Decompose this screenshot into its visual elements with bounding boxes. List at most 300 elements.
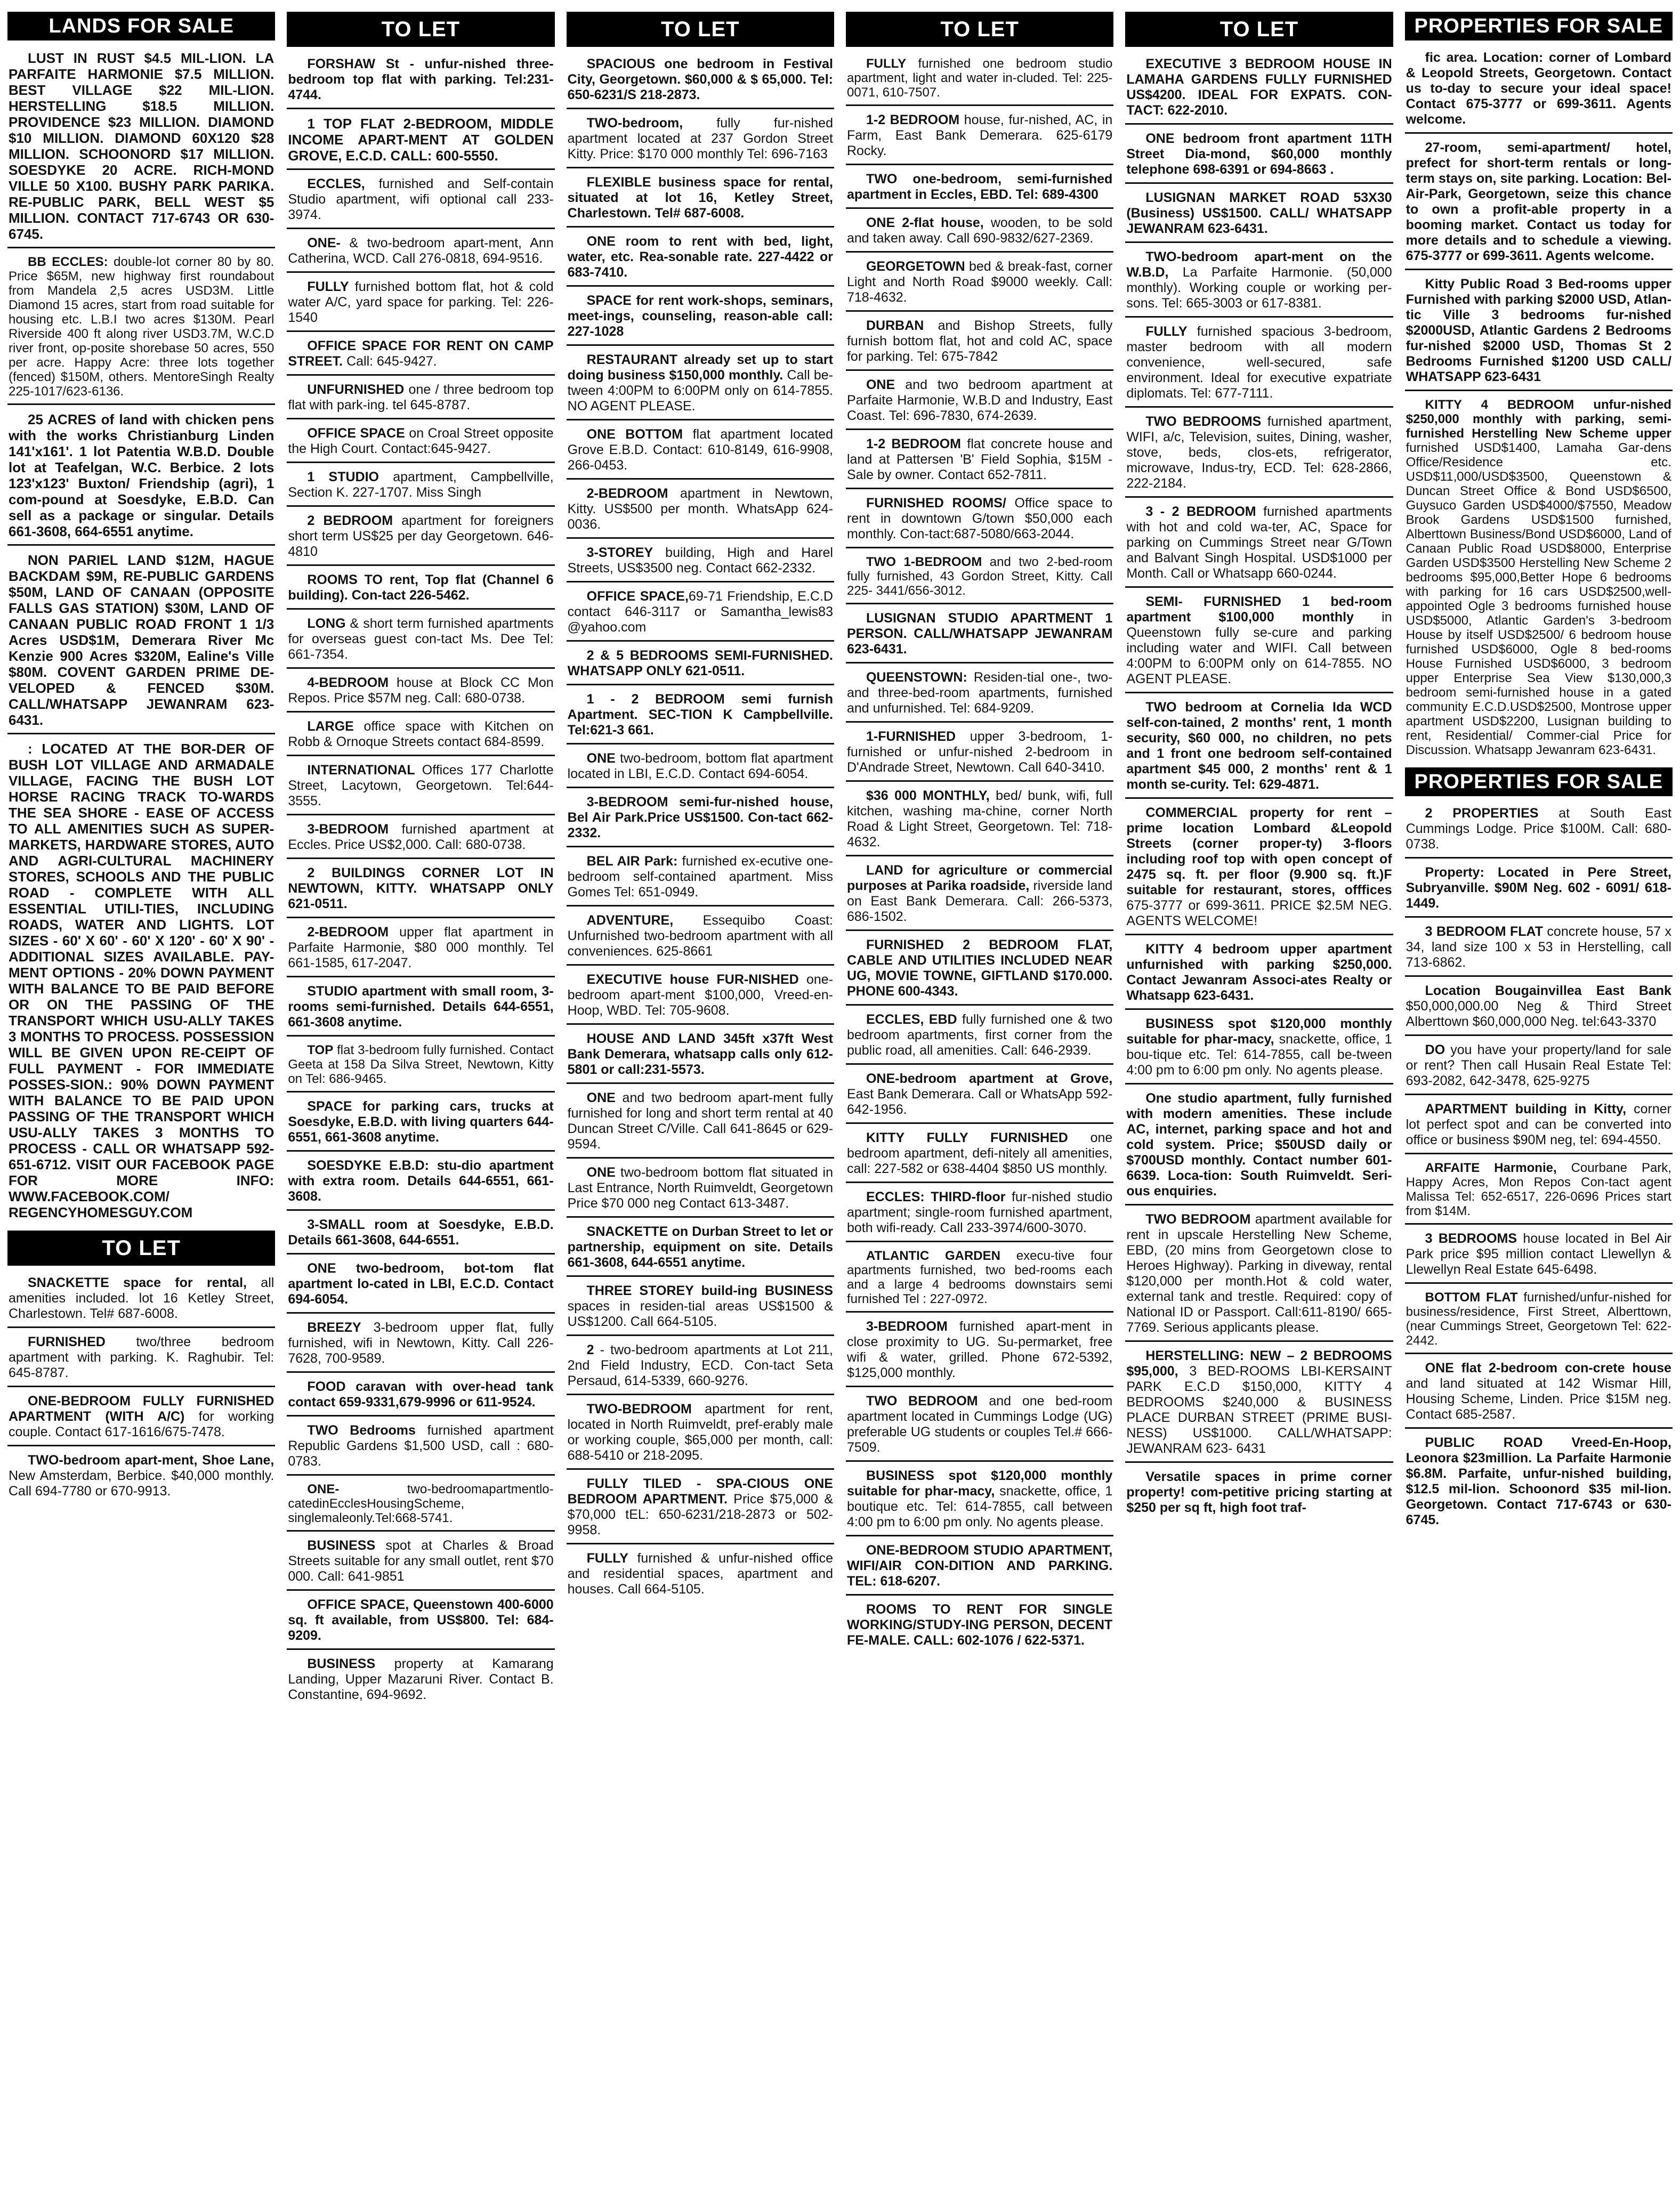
classified-ad (567, 791, 834, 847)
ad-lead-text: ONE-bedroom apartment at Grove, (866, 1071, 1113, 1086)
ad-body-text: wooden, to be sold and taken away. Call 690-9832/627-2369. (846, 215, 1113, 246)
classifieds-columns (7, 12, 1673, 2197)
classified-ad (846, 860, 1113, 931)
classified-ad (567, 1339, 834, 1395)
ad-lead-text: 2 BUILDINGS CORNER LOT IN NEWTOWN, KITTY. WHATSAPP ONLY 621-0511. (288, 865, 554, 911)
classified-ad (1125, 501, 1393, 588)
classified-ad (567, 542, 834, 582)
ad-lead-text: BREEZY (307, 1320, 361, 1335)
ad-lead-text: 1 - 2 BEDROOM semi furnish Apartment. SEC-TION K Campbellville. Tel:621-3 661. (567, 692, 833, 738)
ad-lead-text: DO (1425, 1042, 1445, 1057)
ad-lead-text: FURNISHED ROOMS/ (866, 496, 1006, 511)
ad-body-text: Price $75,000 & $70,000 tEL: 650-6231/218-2873 or 502-9958. (567, 1492, 833, 1538)
classified-ad (846, 1540, 1113, 1596)
classified-ad (1125, 1013, 1393, 1085)
ad-body-text: upper 3-bedroom, 1-furnished or unfur-nished 2-bedroom in D'Andrade Street, Newtown. Call 640-3410. (846, 729, 1113, 775)
classified-ad (846, 492, 1113, 548)
ad-body-text: at South East Cummings Lodge. Price $100M. Call: 680-0738. (1406, 806, 1671, 852)
ad-body-text: & short term furnished apartments for overseas guest con-tact Ms. Dee Tel: 661-7354. (288, 616, 554, 662)
classified-ad (1125, 128, 1393, 184)
ad-lead-text: ONE (586, 751, 616, 766)
ad-lead-text: ONE (866, 377, 895, 392)
ad-lead-text: PUBLIC ROAD Vreed-En-Hoop, Leonora $23million. La Parfaite Harmonie $6.8M. Parfaite, unfur-nished building, $12.5 mil-lion. Schoonord $35 mil-lion. Georgetown. Contact 717-6743 or 630-6745. (1406, 1435, 1671, 1527)
ad-lead-text: TWO bedroom at Cornelia Ida WCD self-con-tained, 2 months' rent, 1 month security, $60 000, no children, no pets and 1 front one bedroom self-contained apartment $45 000, 2 months' rent & 1 month se-curity. Tel: 629-4871. (1126, 700, 1392, 792)
ad-lead-text: 3-BEDROOM (307, 822, 389, 837)
ad-lead-text: TWO BEDROOM (866, 1394, 978, 1409)
classified-ad (287, 1535, 554, 1591)
ad-body-text: furnished & unfur-nished office and residential spaces, apartment and houses. Call 664-5105. (567, 1551, 833, 1597)
ad-lead-text: OFFICE SPACE FOR RENT ON CAMP STREET. (288, 338, 554, 369)
classified-ad (1405, 137, 1673, 270)
classified-ad (1405, 1432, 1673, 1533)
ad-lead-text: SEMI- FURNISHED 1 bed-room apartment $100,000 monthly (1126, 594, 1392, 625)
ad-body-text: riverside land on East Bank Demerara. Call: 266-5373, 686-1502. (846, 878, 1113, 924)
ad-lead-text: THREE STOREY build-ing BUSINESS (586, 1283, 833, 1298)
ad-lead-text: BUSINESS (307, 1656, 376, 1671)
section-heading-to-let: TO LET (846, 12, 1113, 47)
ad-body-text: one / three bedroom top flat with park-ing. tel 645-8787. (288, 382, 554, 412)
classified-ad (287, 981, 554, 1037)
ad-lead-text: 3-BEDROOM (866, 1319, 948, 1334)
ad-body-text: for working couple. Contact 617-1616/675-7478. (9, 1409, 274, 1439)
classified-ad (287, 862, 554, 918)
ad-lead-text: TWO-BEDROOM (586, 1402, 692, 1417)
column-2 (287, 12, 554, 2197)
ad-body-text: flat concrete house and land at Pattersen 'B' Field Sophia, $15M - Sale by owner. Contact 652-7811. (846, 436, 1113, 482)
classified-ad (846, 785, 1113, 856)
ad-lead-text: BUSINESS spot $120,000 monthly suitable for phar-macy, (846, 1468, 1113, 1499)
ad-lead-text: BB ECCLES: (28, 255, 108, 269)
ad-body-text: flat apartment located Grove E.B.D. Contact: 610-8149, 616-9908, 266-0453. (567, 427, 833, 473)
ad-body-text: building, High and Harel Streets, US$3500 neg. Contact 662-2332. (567, 545, 833, 576)
ad-lead-text: TWO one-bedroom, semi-furnished apartment in Eccles, EBD. Tel: 689-4300 (846, 172, 1113, 202)
ad-lead-text: TWO BEDROOM (1145, 1212, 1251, 1227)
ad-lead-text: TWO-bedroom, (586, 116, 683, 131)
ad-body-text: two-bedroom, bottom flat apartment located in LBI, E.C.D. Contact 694-6054. (567, 751, 833, 781)
ad-lead-text: BUSINESS (307, 1538, 376, 1553)
ad-lead-text: TWO 1-BEDROOM (866, 555, 982, 569)
ad-lead-text: ONE-BEDROOM FULLY FURNISHED APARTMENT (WITH A/C) (9, 1394, 274, 1424)
ad-lead-text: KITTY FULLY FURNISHED (866, 1130, 1068, 1145)
classified-ad (287, 672, 554, 713)
classified-ad (287, 1040, 554, 1093)
classified-ad (7, 252, 275, 405)
ad-list (7, 47, 275, 1228)
ad-lead-text: GEORGETOWN (866, 259, 965, 274)
classified-ad (287, 1479, 554, 1532)
ad-body-text: 675-3777 or 699-3611. PRICE $2.5M NEG. AGENTS WELCOME! (1126, 898, 1392, 928)
ad-body-text: flat 3-bedroom fully furnished. Contact Geeta at 158 Da Silva Street, Newtown, Kitty on Tel: 686-9465. (288, 1043, 554, 1086)
classified-ad (7, 549, 275, 734)
ad-lead-text: INTERNATIONAL (307, 763, 415, 778)
ad-lead-text: 1-2 BEDROOM (866, 436, 961, 451)
ad-body-text: and two bedroom apartment at Parfaite Harmonie, W.B.D and Industry, East Coast. Tel: 696-7830, 674-2639. (846, 377, 1113, 423)
ad-lead-text: One studio apartment, fully furnished with modern amenities. These include AC, internet, parking space and hot and cold system. Price; $50USD daily or $700USD monthly. Contact number 601-6639. Loca-tion: South Ruimveldt. Seri-ous enquiries. (1126, 1091, 1392, 1199)
classified-ad (287, 276, 554, 332)
ad-body-text: apartment for rent, located in North Ruimveldt, pref-erably male or working couple, $65,000 per month, call: 688-5410 or 218-2095. (567, 1402, 833, 1463)
ad-body-text: Offices 177 Charlotte Street, Lacytown, Georgetown. Tel:644-3555. (288, 763, 554, 808)
classified-ad (567, 231, 834, 287)
ad-body-text: two/three bedroom apartment with parking. K. Raghubir. Tel: 645-8787. (9, 1334, 274, 1380)
ad-list (1405, 47, 1673, 765)
ad-lead-text: fic area. Location: corner of Lombard & Leopold Streets, Georgetown. Contact us to-day to secure your ideal space! Contact 675-3777 or 699-3611. Agents welcome. (1406, 50, 1671, 127)
ad-body-text: furnished apartment Republic Gardens $1,500 USD, call : 680-0783. (288, 1423, 554, 1469)
column-5 (1125, 12, 1393, 2197)
ad-body-text: and two bedroom apart-ment fully furnished for long and short term rental at 40 Duncan Street C/Ville. Call 641-8645 or 629-9594. (567, 1090, 833, 1152)
ad-lead-text: 2-BEDROOM (307, 925, 389, 940)
ad-lead-text: ONE- (307, 236, 341, 250)
classified-ad (567, 586, 834, 642)
classified-ad (846, 1465, 1113, 1536)
ad-body-text: two-bedroom bottom flat situated in Last Entrance, North Ruimveldt, Georgetown Price $70 000 neg Contact 613-3487. (567, 1165, 833, 1211)
classified-ad (287, 1317, 554, 1373)
ad-list (287, 53, 554, 1711)
ad-lead-text: $36 000 MONTHLY, (866, 788, 990, 803)
ad-lead-text: ONE 2-flat house, (866, 215, 984, 230)
ad-lead-text: 1 STUDIO (307, 470, 379, 484)
classified-ad (1125, 697, 1393, 799)
ad-lead-text: APARTMENT building in Kitty, (1425, 1102, 1627, 1116)
ad-lead-text: 3 BEDROOMS (1425, 1231, 1517, 1246)
classified-ad (1405, 273, 1673, 391)
ad-lead-text: ONE flat 2-bedroom con-crete house (1425, 1361, 1671, 1375)
classified-ad (287, 921, 554, 977)
ad-body-text: furnished ex-ecutive one-bedroom self-contained apartment. Miss Gomes Tel: 651-0949. (567, 854, 833, 900)
classified-ad (1125, 1466, 1393, 1520)
ad-lead-text: FULLY (307, 279, 349, 294)
classified-ad (567, 689, 834, 745)
ad-body-text: furnished apartment, WIFI, a/c, Television, suites, Dining, washer, stove, beds, clos-ets, refrigerator, microwave, Indus-try, ECD. Tel: 628-2866, 222-2184. (1126, 414, 1392, 491)
column-1 (7, 12, 275, 2197)
classified-ad (846, 1316, 1113, 1387)
classified-ad (1405, 980, 1673, 1036)
ad-lead-text: Property: Located in Pere Street, Subryanville. $90M Neg. 602 - 6091/ 618-1449. (1406, 865, 1671, 911)
ad-lead-text: LUST IN RUST $4.5 MIL-LION. LA PARFAITE HARMONIE $7.5 MILLION. BEST VILLAGE $22 MIL-LION. HERSTELLING $18.5 MILLION. PROVIDENCE $23 MILLION. DIAMOND $10 MILLION. DIAMOND 60X120 $28 MILLION. SCHOONORD $17 MILLION. SOESDYKE 20 ACRE. RICH-MOND VILLE 50 X100. BUSHY PARK PARIKA. RE-PUBLIC PARK, BELL WEST $5 MILLION. CONTACT 717-6743 OR 630-6745. (9, 50, 274, 242)
ad-body-text: New Amsterdam, Berbice. $40,000 monthly. Call 694-7780 or 670-9913. (9, 1468, 274, 1499)
ad-body-text: on Croal Street opposite the High Court. Contact:645-9427. (288, 426, 554, 456)
classified-ad (1405, 1228, 1673, 1284)
ad-body-text: 3-bedroom upper flat, fully furnished, wifi in Newtown, Kitty. Call 226-7628, 700-9589. (288, 1320, 554, 1366)
classified-ad (567, 969, 834, 1025)
classified-ad (287, 379, 554, 419)
section-heading-properties-for-sale: PROPERTIES FOR SALE (1405, 12, 1673, 41)
ad-body-text: snackette, office, 1 bou-tique etc. Tel: 614-7855, call be-tween 4:00 pm to 6:00 pm only. No agents please. (1126, 1032, 1392, 1078)
ad-lead-text: QUEENSTOWN: (866, 670, 967, 685)
ad-lead-text: FURNISHED 2 BEDROOM FLAT, CABLE AND UTILITIES INCLUDED NEAR UG, MOVIE TOWNE, GIFTLAND $170.000. PHONE 600-4343. (846, 937, 1113, 999)
ad-body-text: apartment for foreigners short term US$25 per day Georgetown. 646-4810 (288, 513, 554, 559)
classified-ad (287, 466, 554, 507)
classified-ad (7, 47, 275, 248)
ad-lead-text: FULLY (586, 1551, 628, 1566)
classified-ad (287, 613, 554, 669)
classified-ad (1405, 1098, 1673, 1154)
classified-ad (1125, 321, 1393, 408)
classified-ad (846, 1186, 1113, 1242)
ad-body-text: $50,000,000.00 Neg & Third Street Alberttown $60,000,000 Neg. tel:643-3370 (1406, 999, 1671, 1029)
classified-ad (846, 1245, 1113, 1313)
classified-ad (7, 408, 275, 546)
classified-ad (846, 374, 1113, 430)
ad-lead-text: ONE room to rent with bed, light, water, etc. Rea-sonable rate. 227-4422 or 683-7410. (567, 234, 833, 280)
ad-lead-text: RESTAURANT already set up to start doing business $150,000 monthly. (567, 352, 833, 383)
ad-body-text: all amenities included. lot 16 Ketley Street, Charlestown. Tel# 687-6008. (9, 1275, 274, 1321)
ad-body-text: corner lot perfect spot and can be converted into office or business $90M neg, tel: 694-4550. (1406, 1102, 1671, 1147)
ad-body-text: fully furnished one & two bedroom apartments, first corner from the public road, all amenities. Call: 646-2939. (846, 1012, 1113, 1058)
classified-ad (567, 172, 834, 228)
ad-body-text: furnished USD$1400, Lamaha Gar-dens Office/Residence etc. USD$11,000/USD$3500, Queenstown & Duncan Street Office & Bond USD$6500, Guysuco Garden USD$4000/$7550, Meadow Brook Gardens USD$1500 furnished, Alberttown Business/Bond USD$6000, Land of Canaan Public Road USD$8000, Enterprise Garden USD$3500 Herstelling New Scheme 2 bedrooms $95,000,Better Hope 6 bedrooms with parking for 16 cars USD$2500,well-appointed Ogle 3 bedrooms furnished house USD$5000, Atlantic Garden's 3-bedroom House by itself USD$2500/ 6 bedroom house furnished USD$6000, Ogle 8 bed-rooms House Furnished USD$6000, 3 bedroom upper Enterprise Sea View $130,000,3 bedroom semi-furnished house in a gated community E.C.D.USD$2500, Montrose upper apartment USD$2200, Lusignan building to rent, Residential/ Commer-cial Price for Discussion. Whatsapp Jewanram 623-6431. (1406, 441, 1671, 757)
ad-lead-text: KITTY 4 BEDROOM unfur-nished $250,000 monthly with parking, semi-furnished Herstelling New Scheme upper (1406, 398, 1671, 441)
ad-body-text: furnished/unfur-nished for business/residence, First Street, Alberttown, (near Cummings Street, Georgetown Tel: 622-2442. (1406, 1290, 1671, 1348)
classified-ad (287, 819, 554, 859)
classified-ad (567, 1473, 834, 1544)
ad-lead-text: 2-BEDROOM (586, 486, 668, 501)
ad-body-text: - two-bedroom apartments at Lot 211, 2nd Field Industry, ECD. Con-tact Seta Persaud, 614-5339, 660-9276. (567, 1342, 833, 1388)
classified-ad (287, 53, 554, 109)
classified-ad (567, 483, 834, 539)
ad-lead-text: ATLANTIC GARDEN (866, 1249, 1000, 1263)
ad-lead-text: SPACE for rent work-shops, seminars, meet-ings, counseling, reason-able call: 227-1028 (567, 293, 833, 339)
classified-ad (567, 424, 834, 480)
ad-lead-text: FLEXIBLE business space for rental, situated at lot 16, Ketley Street, Charlestown. Tel# 687-6008. (567, 175, 833, 221)
ad-lead-text: 1-2 BEDROOM (866, 112, 960, 127)
classified-ad (287, 335, 554, 376)
ad-lead-text: HERSTELLING: NEW – 2 BEDROOMS $95,000, (1126, 1348, 1392, 1379)
ad-lead-text: 1 TOP FLAT 2-BEDROOM, MIDDLE INCOME APART-MENT AT GOLDEN GROVE, E.C.D. CALL: 600-5550. (288, 116, 554, 164)
classified-ad (567, 112, 834, 168)
classified-ad (846, 1390, 1113, 1462)
classified-ad (1125, 187, 1393, 243)
classified-ad (287, 1594, 554, 1650)
classified-ad (846, 726, 1113, 782)
ad-body-text: furnished apart-ment in close proximity to UG. Su-permarket, free wifi & water, grilled. Phone 672-5392, $125,000 monthly. (846, 1319, 1113, 1380)
ad-list (567, 53, 834, 1605)
classified-ad (567, 1280, 834, 1336)
ad-lead-text: BUSINESS spot $120,000 monthly suitable for phar-macy, (1126, 1016, 1392, 1047)
classified-ad (7, 1390, 275, 1446)
ad-lead-text: LARGE (307, 719, 354, 734)
classified-ad (7, 1331, 275, 1387)
ad-lead-text: SPACE for parking cars, trucks at Soesdyke, E.B.D. with living quarters 644-6551, 661-3608 anytime. (288, 1099, 554, 1145)
ad-lead-text: ADVENTURE, (586, 913, 674, 928)
ad-lead-text: SNACKETTE on Durban Street to let or partnership, equipment on site. Details 661-3608, 644-6551 anytime. (567, 1224, 833, 1270)
classified-ad (287, 232, 554, 273)
ad-body-text: and land situated at 142 Wismar Hill, Housing Scheme, Linden. Price $15M neg. Contact 685-2587. (1406, 1376, 1671, 1422)
classified-ad (1405, 1287, 1673, 1354)
ad-lead-text: ARFAITE Harmonie, (1425, 1161, 1557, 1175)
ad-lead-text: SNACKETTE space for rental, (28, 1275, 247, 1290)
ad-lead-text: LUSIGNAN MARKET ROAD 53X30 (Business) US$1500. CALL/ WHATSAPP JEWANRAM 623-6431. (1126, 190, 1392, 236)
ad-lead-text: EXECUTIVE 3 BEDROOM HOUSE IN LAMAHA GARDENS FULLY FURNISHED US$4200. IDEAL FOR EXPATS. CON-TACT: 622-2010. (1126, 56, 1392, 118)
section-heading-to-let: TO LET (567, 12, 834, 47)
ad-lead-text: ECCLES, (307, 176, 365, 191)
ad-lead-text: 3-STOREY (586, 545, 653, 560)
classified-ad (567, 53, 834, 109)
ad-lead-text: ONE-BEDROOM STUDIO APARTMENT, WIFI/AIR CON-DITION AND PARKING. TEL: 618-6207. (846, 1543, 1113, 1589)
ad-lead-text: 3 - 2 BEDROOM (1145, 504, 1256, 519)
ad-lead-text: OFFICE SPACE (307, 426, 405, 441)
ad-lead-text: TWO-bedroom apart-ment on the W.B.D, (1126, 249, 1392, 280)
ad-body-text: La Parfaite Harmonie. (50,000 monthly). Working couple or working per-sons. Tel: 665-3003 or 617-8381. (1126, 265, 1392, 311)
classified-ad (846, 53, 1113, 106)
ad-lead-text: BOTTOM FLAT (1425, 1290, 1518, 1305)
classified-ad (1405, 921, 1673, 977)
ad-lead-text: FULLY (866, 56, 907, 71)
classified-ad (1405, 803, 1673, 859)
ad-lead-text: ONE- (307, 1482, 340, 1496)
ad-body-text: two-bedroomapartmentlo-catedinEcclesHousingScheme, singlemaleonly.Tel:668-5741. (288, 1482, 554, 1525)
ad-body-text: and one bed-room apartment located in Cummings Lodge (UG) preferable UG students or couples Tel.# 666-7509. (846, 1394, 1113, 1455)
ad-body-text: 3 BED-ROOMS LBI-KERSAINT PARK E.C.D $150,000, KITTY 4 BEDROOMS $240,000 & BUSINESS PLACE DURBAN STREET (PRIME BUSI-NESS) US$1000. CALL/WHATSAPP: JEWANRAM 623- 6431 (1126, 1364, 1392, 1456)
classified-ad (287, 569, 554, 610)
classified-ad (1125, 1345, 1393, 1463)
ad-body-text: and two 2-bed-room fully furnished, 43 Gordon Street, Kitty. Call 225- 3441/656-3012. (846, 555, 1113, 598)
ad-body-text: Residen-tial one-, two- and three-bed-room apartments, furnished and unfurnished. Tel: 684-9209. (846, 670, 1113, 716)
classified-ad (846, 934, 1113, 1006)
ad-body-text: property at Kamarang Landing, Upper Mazaruni River. Contact B. Constantine, 694-9692. (288, 1656, 554, 1702)
ad-lead-text: ONE two-bedroom, bot-tom flat apartment lo-cated in LBI, E.C.D. Contact 694-6054. (288, 1261, 554, 1307)
ad-list (846, 53, 1113, 1656)
ad-body-text: house, fur-nished, AC, in Farm, East Bank Demerara. 625-6179 Rocky. (846, 112, 1113, 158)
classified-ad (1125, 246, 1393, 318)
classified-ad (1405, 1039, 1673, 1095)
ad-lead-text: 2 & 5 BEDROOMS SEMI-FURNISHED. WHATSAPP ONLY 621-0511. (567, 648, 833, 678)
classified-ad (846, 1127, 1113, 1183)
classified-ad (287, 173, 554, 229)
ad-body-text: fur-nished studio apartment; single-room furnished apartment, both wifi-ready. Call 233-3974/600-3070. (846, 1189, 1113, 1235)
ad-body-text: furnished bottom flat, hot & cold water A/C, yard space for parking. Tel: 226-1540 (288, 279, 554, 325)
classified-ad (846, 315, 1113, 371)
ad-lead-text: SOESDYKE E.B.D: stu-dio apartment with extra room. Details 644-6551, 661-3608. (288, 1158, 554, 1204)
classified-ad (846, 109, 1113, 165)
column-6 (1405, 12, 1673, 2197)
ad-body-text: double-lot corner 80 by 80. Price $65M, new highway first roundabout from Mandela 2,5 acres USD3M. Little Diamond 15 acres, start from road suitable for housing etc. L.B.I two acres $130M. Pearl Riverside 400 ft along river USD3.7M, W.C.D river front, op-posite shorebase 50 acres, 550 per acre. Happy Acre: three lots together (fenced) $150M, others. MentoreSingh Realty 225-1017/623-6136. (9, 255, 274, 399)
classified-ad (846, 1009, 1113, 1065)
classified-ad (567, 1028, 834, 1084)
ad-lead-text: FURNISHED (28, 1334, 106, 1349)
classified-ad (1125, 411, 1393, 498)
ad-lead-text: LAND for agriculture or commercial purposes at Parika roadside, (846, 863, 1113, 893)
ad-lead-text: ROOMS TO rent, Top flat (Channel 6 building). Con-tact 226-5462. (288, 572, 554, 603)
ad-body-text: spot at Charles & Broad Streets suitable for any small outlet, rent $70 000. Call: 641-9851 (288, 1538, 554, 1584)
ad-lead-text: Kitty Public Road 3 Bed-rooms upper Furnished with parking $2000 USD, Atlan-tic Ville 3 bedrooms fur-nished $2000USD, Atlantic Gardens 2 Bedrooms fur-nished $2000 USD, Thomas St 2 Bedrooms Furnished $1200 USD CALL/ WHATSAPP 623-6431 (1406, 277, 1671, 384)
section-heading-to-let: TO LET (1125, 12, 1393, 47)
classified-ad (846, 212, 1113, 253)
classified-ad (567, 1398, 834, 1470)
ad-body-text: Office space to rent in downtown G/town $50,000 each monthly. Con-tact:687-5080/663-2044. (846, 496, 1113, 541)
classified-ad (1125, 1088, 1393, 1205)
ad-list (1405, 803, 1673, 1536)
ad-body-text: house at Block CC Mon Repos. Price $57M neg. Call: 680-0738. (288, 675, 554, 706)
ad-list (1125, 53, 1393, 1524)
classified-ad (567, 349, 834, 420)
ad-body-text: furnished one bedroom studio apartment, light and water in-cluded. Tel: 225-0071, 610-7507. (846, 56, 1113, 100)
section-heading-properties-for-sale: PROPERTIES FOR SALE (1405, 767, 1673, 796)
classified-ad (846, 552, 1113, 604)
ad-body-text: house located in Bel Air Park price $95 million contact Llewellyn & Llewellyn Real Estate 645-6498. (1406, 1231, 1671, 1277)
classified-ad (1125, 938, 1393, 1010)
column-4 (846, 12, 1113, 2197)
ad-body-text: furnished spacious 3-bedroom, master bedroom with all modern convenience, well-secured, safe environment. Ideal for executive expatriate diplomats. Tel: 677-7111. (1126, 324, 1392, 401)
ad-body-text: apartment in Newtown, Kitty. US$500 per month. WhatsApp 624-0036. (567, 486, 833, 532)
ad-body-text: spaces in residen-tial areas US$1500 & US$1200. Call 664-5105. (567, 1299, 833, 1329)
ad-lead-text: OFFICE SPACE, Queenstown 400-6000 sq. ft available, from US$800. Tel: 684-9209. (288, 1597, 554, 1643)
classified-ad (1125, 1209, 1393, 1342)
ad-body-text: you have your property/land for sale or rent? Then call Husain Real Estate Tel: 693-2082, 642-3478, 625-9275 (1406, 1042, 1671, 1088)
ad-body-text: apartment available for rent in upscale Herstelling New Scheme, EBD, (20 mins from Georgetown close to Heroes Highway). Parking in diveway, rental $120,000 per month.Hot & cold water, external tank and trestle. Required: copy of National ID or Passport. Call:611-8190/ 665-7769. Serious applicants please. (1126, 1212, 1392, 1335)
ad-lead-text: DURBAN (866, 318, 924, 333)
ad-lead-text: 3-SMALL room at Soesdyke, E.B.D. Details 661-3608, 644-6551. (288, 1217, 554, 1248)
ad-lead-text: : LOCATED AT THE BOR-DER OF BUSH LOT VILLAGE AND ARMADALE VILLAGE, FACING THE BUSH LOT HORSE RACING TRACK TO-WARDS THE SEA SHORE - EASE OF ACCESS TO ALL AMENITIES SUCH AS SUPER-MARKETS, HARDWARE STORES, AUTO AND AGRI-CULTURAL MACHINERY STORES, SCHOOLS AND THE PUBLIC ROAD - COMPLETE WITH ALL ESSENTIAL UTILI-TIES, INCLUDING ROADS, WATER AND LIGHTS. LOT SIZES - 60' X 60' - 60' X 120' - 60' X 90' - ADDITIONAL SIZES AVAILABLE. PAY-MENT OPTIONS - 20% DOWN PAYMENT WITH BALANCE TO BE PAID BEFORE OR ON THE PASSING OF THE TRANSPORT WHICH USU-ALLY TAKES 3 MONTHS TO PROCESS. POSSESSION WILL BE GIVEN UPON RE-CEIPT OF FULL PAYMENT - FOR IMMEDIATE POSSES-SION.: 90% DOWN PAYMENT WITH BALANCE TO BE PAID UPON PASSING OF THE TRANSPORT WHICH USU-ALLY TAKES 3 MONTHS TO PROCESS - CALL OR WHATSAPP 592-651-6712. VISIT OUR FACEBOOK PAGE FOR MORE INFO: WWW.FACEBOOK.COM/ REGENCYHOMESGUY.COM (9, 741, 274, 1220)
classified-ad (287, 1653, 554, 1708)
classified-ad (287, 1420, 554, 1476)
classified-ad (1405, 394, 1673, 762)
classified-ad (567, 1548, 834, 1602)
classified-ad (1125, 591, 1393, 693)
ad-body-text: fully fur-nished apartment located at 237 Gordon Street Kitty. Price: $170 000 monthly Tel: 696-7163 (567, 116, 833, 161)
ad-lead-text: TOP (307, 1043, 334, 1057)
classified-ad (287, 112, 554, 170)
classified-ad (846, 168, 1113, 209)
ad-lead-text: FULLY (1145, 324, 1188, 339)
section-heading-lands-for-sale: LANDS FOR SALE (7, 12, 275, 41)
classified-ad (287, 1096, 554, 1152)
classified-ad (287, 1214, 554, 1255)
classified-ad (287, 423, 554, 463)
classified-ad (1125, 802, 1393, 935)
classified-ad (846, 1068, 1113, 1124)
ad-lead-text: ONE (586, 1165, 616, 1180)
ad-body-text: execu-tive four apartments furnished, two bed-rooms each and a large 4 bedrooms downstairs semi furnished Tel : 227-0972. (846, 1249, 1113, 1306)
ad-body-text: furnished apartment at Eccles. Price US$2,000. Call: 680-0738. (288, 822, 554, 852)
ad-lead-text: LONG (307, 616, 346, 631)
classified-ad (567, 290, 834, 346)
classified-ad (7, 738, 275, 1225)
classified-ad (1405, 1158, 1673, 1225)
classified-ad (1405, 862, 1673, 918)
ad-lead-text: ECCLES, EBD (866, 1012, 957, 1027)
ad-list (7, 1272, 275, 1507)
section-heading-to-let: TO LET (7, 1231, 275, 1266)
ad-lead-text: FULLY TILED - SPA-CIOUS ONE BEDROOM APARTMENT. (567, 1476, 833, 1507)
classified-ad (287, 1376, 554, 1417)
classified-ad (287, 1258, 554, 1314)
ad-body-text: apartment, Campbellville, Section K. 227-1707. Miss Singh (288, 470, 554, 500)
classified-ad (287, 510, 554, 566)
ad-lead-text: NON PARIEL LAND $12M, HAGUE BACKDAM $9M, RE-PUBLIC GARDENS $50M, LAND OF CANAAN (OPPOSITE FALLS GAS STATION) $30M, LAND OF CANAAN PUBLIC ROAD FRONT 1 1/3 Acres USD$1M, Demerara River Mc Kenzie 900 Acres $320M, Ealine's Ville $80M. COVENT GARDEN PRIME DE-VELOPED & FENCED $30M. CALL/WHATSAPP JEWANRAM 623-6431. (9, 552, 274, 728)
ad-lead-text: Versatile spaces in prime corner property! com-petitive pricing starting at $250 per sq ft, high foot traf- (1126, 1469, 1392, 1515)
ad-body-text: Call: 645-9427. (343, 354, 437, 369)
ad-lead-text: BEL AIR Park: (586, 854, 678, 869)
classified-ad (567, 645, 834, 685)
ad-body-text: furnished apartments with hot and cold wa-ter, AC, Space for parking on Cummings Street near G/Town and Balvant Singh Hospital. USD$1000 per Month. Call or Whatsapp 660-0244. (1126, 504, 1392, 581)
ad-lead-text: 2 (586, 1342, 594, 1357)
ad-lead-text: FOOD caravan with over-head tank contact 659-9331,679-9996 or 611-9524. (288, 1379, 554, 1410)
ad-lead-text: TWO BEDROOMS (1145, 414, 1262, 429)
ad-lead-text: TWO Bedrooms (307, 1423, 416, 1438)
ad-lead-text: TWO-bedroom apart-ment, Shoe Lane, (28, 1453, 274, 1468)
ad-lead-text: KITTY 4 bedroom upper apartment unfurnished with parking $250,000. Contact Jewanram Associ-ates Realty or Whatsapp 623-6431. (1126, 942, 1392, 1003)
ad-lead-text: 2 PROPERTIES (1425, 806, 1539, 821)
ad-body-text: office space with Kitchen on Robb & Ornoque Streets contact 684-8599. (288, 719, 554, 749)
classified-ad (7, 1450, 275, 1504)
ad-body-text: East Bank Demerara. Call or WhatsApp 592-642-1956. (846, 1087, 1113, 1117)
classified-ad (287, 759, 554, 815)
ad-lead-text: ONE BOTTOM (586, 427, 683, 442)
classified-ad (846, 1599, 1113, 1653)
classified-ad (846, 256, 1113, 312)
classified-ad (567, 1162, 834, 1218)
ad-lead-text: SPACIOUS one bedroom in Festival City, Georgetown. $60,000 & $ 65,000. Tel: 650-6231/S 218-2873. (567, 56, 833, 102)
